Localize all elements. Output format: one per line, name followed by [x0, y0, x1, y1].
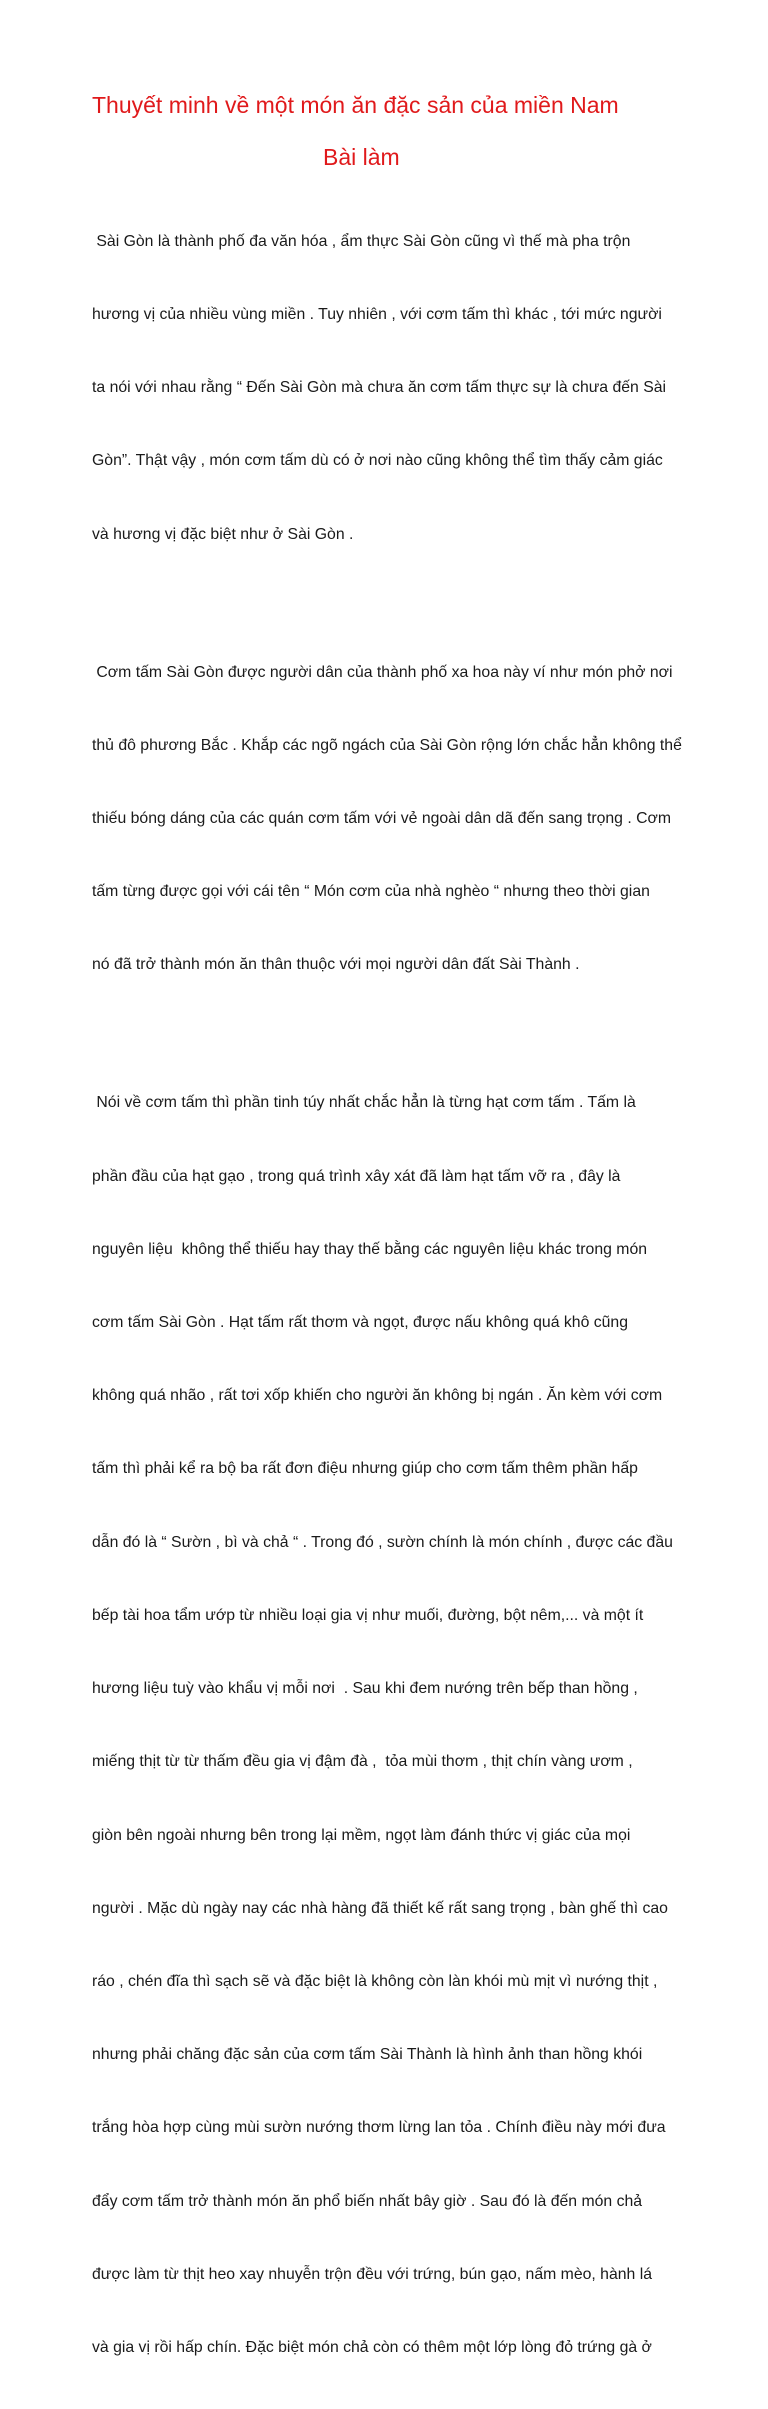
text-line: ráo , chén đĩa thì sạch sẽ và đặc biệt là không còn làn khói mù mịt vì nướng thịt ,: [92, 1972, 658, 1990]
text-line: Sài Gòn là thành phố đa văn hóa , ẩm thực Sài Gòn cũng vì thế mà pha trộn: [92, 232, 631, 250]
text-line: và hương vị đặc biệt như ở Sài Gòn .: [92, 525, 354, 543]
text-line: và gia vị rồi hấp chín. Đặc biệt món chả còn có thêm một lớp lòng đỏ trứng gà ở: [92, 2338, 652, 2356]
text-line: Nói về cơm tấm thì phần tinh túy nhất chắc hẳn là từng hạt cơm tấm . Tấm là: [92, 1094, 636, 1112]
text-line: thiếu bóng dáng của các quán cơm tấm với vẻ ngoài dân dã đến sang trọng . Cơm: [92, 810, 672, 828]
document-body: [92, 181, 712, 2409]
text-line: tấm thì phải kể ra bộ ba rất đơn điệu nhưng giúp cho cơm tấm thêm phần hấp: [92, 1460, 638, 1478]
text-line: hương vị của nhiều vùng miền . Tuy nhiên , với cơm tấm thì khác , tới mức người: [92, 306, 662, 324]
paragraph-3: [92, 1043, 712, 2409]
text-line: trắng hòa hợp cùng mùi sườn nướng thơm lừng lan tỏa . Chính điều này mới đưa: [92, 2119, 666, 2137]
text-line: hương liệu tuỳ vào khẩu vị mỗi nơi . Sau khi đem nướng trên bếp than hồng ,: [92, 1680, 638, 1698]
paragraph-2: [92, 612, 712, 1027]
text-line: phần đầu của hạt gạo , trong quá trình xây xát đã làm hạt tấm vỡ ra , đây là: [92, 1167, 621, 1185]
text-line: thủ đô phương Bắc . Khắp các ngõ ngách của Sài Gòn rộng lớn chắc hẳn không thể: [92, 736, 682, 754]
document-title: Thuyết minh về một món ăn đặc sản của miền Nam: [92, 92, 619, 118]
text-line: người . Mặc dù ngày nay các nhà hàng đã thiết kế rất sang trọng , bàn ghế thì cao: [92, 1899, 668, 1917]
text-line: nguyên liệu không thể thiếu hay thay thế bằng các nguyên liệu khác trong món: [92, 1240, 648, 1258]
text-line: nhưng phải chăng đặc sản của cơm tấm Sài Thành là hình ảnh than hồng khói: [92, 2046, 643, 2064]
text-line: miếng thịt từ từ thấm đều gia vị đậm đà , tỏa mùi thơm , thịt chín vàng ươm ,: [92, 1753, 633, 1771]
text-line: giòn bên ngoài nhưng bên trong lại mềm, ngọt làm đánh thức vị giác của mọi: [92, 1826, 631, 1844]
text-line: tấm từng được gọi với cái tên “ Món cơm của nhà nghèo “ nhưng theo thời gian: [92, 883, 650, 901]
text-line: Gòn”. Thật vậy , món cơm tấm dù có ở nơi nào cũng không thể tìm thấy cảm giác: [92, 452, 663, 470]
text-line: nó đã trở thành món ăn thân thuộc với mọi người dân đất Sài Thành .: [92, 956, 580, 974]
text-line: ta nói với nhau rằng “ Đến Sài Gòn mà chưa ăn cơm tấm thực sự là chưa đến Sài: [92, 379, 667, 397]
text-line: cơm tấm Sài Gòn . Hạt tấm rất thơm và ngọt, được nấu không quá khô cũng: [92, 1314, 629, 1332]
text-line: không quá nhão , rất tơi xốp khiến cho người ăn không bị ngán . Ăn kèm với cơm: [92, 1387, 663, 1405]
text-line: dẫn đó là “ Sườn , bì và chả “ . Trong đó , sườn chính là món chính , được các đầu: [92, 1533, 673, 1551]
text-line: được làm từ thịt heo xay nhuyễn trộn đều với trứng, bún gạo, nấm mèo, hành lá: [92, 2265, 653, 2283]
document-subtitle: Bài làm: [323, 144, 400, 170]
paragraph-1: [92, 181, 712, 596]
text-line: Cơm tấm Sài Gòn được người dân của thành phố xa hoa này ví như món phở nơi: [92, 663, 673, 681]
text-line: đẩy cơm tấm trở thành món ăn phổ biến nhất bây giờ . Sau đó là đến món chả: [92, 2192, 643, 2210]
text-line: bếp tài hoa tẩm ướp từ nhiều loại gia vị như muối, đường, bột nêm,... và một ít: [92, 1606, 644, 1624]
